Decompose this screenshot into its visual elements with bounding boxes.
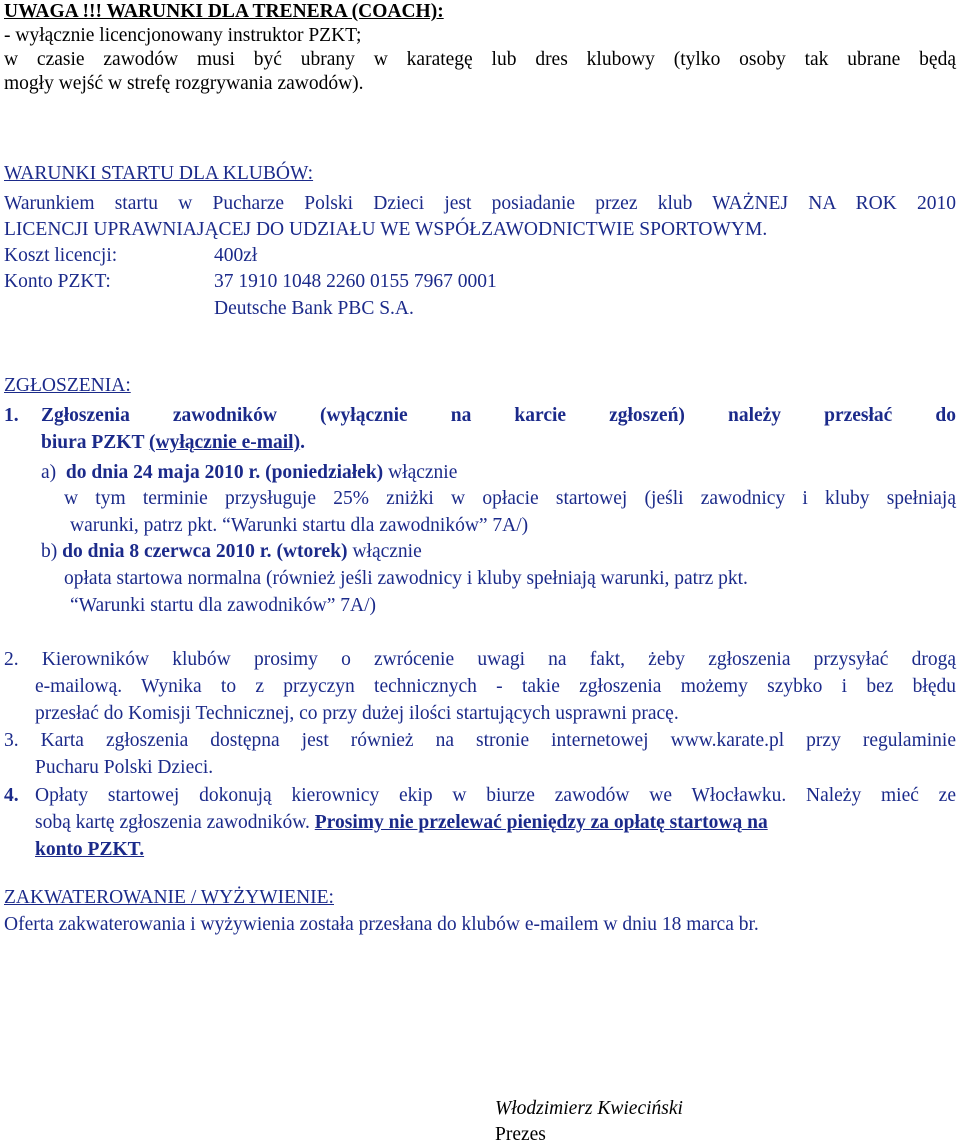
deadline-a-note-2b: “Warunki startu dla zawodników” 7A/) [222,515,529,536]
clubs-line-2: LICENCJI UPRAWNIAJĄCEJ DO UDZIAŁU WE WSPÓŁZAWODNICTWIE SPORTOWYM. [4,219,768,240]
item-1-line-2 [41,431,305,455]
deadline-b [41,540,422,564]
deadline-a-label: a) [41,462,57,483]
deadline-a-note-2a: warunki, patrz pkt. [70,515,218,536]
deadline-b-note-1: opłata startowa normalna (również jeśli zawodnicy i kluby spełniają warunki, patrz pkt. [64,568,748,589]
account-number: 37 1910 1048 2260 0155 7967 0001 [214,271,497,292]
clubs-heading: WARUNKI STARTU DLA KLUBÓW: [4,163,314,184]
item-3-line-2: Pucharu Polski Dzieci. [35,757,214,778]
coach-heading: UWAGA !!! WARUNKI DLA TRENERA (COACH): [4,1,444,22]
entries-heading: ZGŁOSZENIA: [4,375,131,396]
accommodation-heading: ZAKWATEROWANIE / WYŻYWIENIE: [4,887,334,908]
item-1-email-only: (wyłącznie e-mail) [149,432,301,453]
coach-line-2: w czasie zawodów musi być ubrany w karategę lub dres klubowy (tylko osoby tak ubrane będą [4,49,956,70]
item-4-warning: Prosimy nie przelewać pieniędzy za opłatę startową na [314,812,768,833]
bank-name: Deutsche Bank PBC S.A. [214,298,414,319]
deadline-b-day: (wtorek) [276,541,348,562]
item-4-line-2a: sobą kartę zgłoszenia zawodników. [35,812,310,833]
item-4-line-2 [35,811,768,835]
deadline-a [41,461,457,485]
deadline-a-rest: włącznie [388,462,458,483]
coach-line-3: mogły wejść w strefę rozgrywania zawodów). [4,73,364,94]
deadline-b-label: b) [41,541,58,562]
item-1-line-1: Zgłoszenia zawodników (wyłącznie na karcie zgłoszeń) należy przesłać do [41,405,956,426]
item-2-line-1: 2. Kierowników klubów prosimy o zwrócenie uwagi na fakt, żeby zgłoszenia przysyłać drogą [4,649,956,670]
clubs-line-1: Warunkiem startu w Pucharze Polski Dzieci jest posiadanie przez klub WAŻNEJ NA ROK 2010 [4,193,956,214]
deadline-b-date: do dnia 8 czerwca 2010 r. [62,541,272,562]
item-2-line-3: przesłać do Komisji Technicznej, co przy dużej ilości startujących usprawni pracę. [35,703,679,724]
item-1-period: . [300,432,305,453]
coach-line-1: - wyłącznie licencjonowany instruktor PZKT; [4,25,362,46]
item-1-office: biura PZKT [41,432,145,453]
item-1-number: 1. [4,405,19,426]
item-4-line-3: konto PZKT. [35,839,145,860]
license-fee-value: 400zł [214,245,258,266]
deadline-b-rest: włącznie [352,541,422,562]
license-fee-label: Koszt licencji: [4,245,118,266]
item-2-line-2: e-mailową. Wynika to z przyczyn technicznych - takie zgłoszenia możemy szybko i bez błędu [35,676,956,697]
deadline-a-date: do dnia 24 maja 2010 r. [65,462,261,483]
signature-name: Włodzimierz Kwieciński [495,1098,683,1119]
accommodation-line-1: Oferta zakwaterowania i wyżywienia została przesłana do klubów e-mailem w dniu 18 marca br. [4,914,759,935]
account-label: Konto PZKT: [4,271,111,292]
deadline-a-day: (poniedziałek) [265,462,384,483]
deadline-a-note-2 [70,514,528,538]
item-4-number: 4. [4,785,19,806]
deadline-a-note-1: w tym terminie przysługuje 25% zniżki w opłacie startowej (jeśli zawodnicy i kluby spełniają [64,488,956,509]
signature-title: Prezes [495,1124,546,1145]
item-3-line-1: 3. Karta zgłoszenia dostępna jest również na stronie internetowej www.karate.pl przy regulaminie [4,730,956,751]
deadline-b-note-2: “Warunki startu dla zawodników” 7A/) [70,595,377,616]
item-4-line-1: Opłaty startowej dokonują kierownicy ekip w biurze zawodów we Włocławku. Należy mieć ze [35,785,956,806]
